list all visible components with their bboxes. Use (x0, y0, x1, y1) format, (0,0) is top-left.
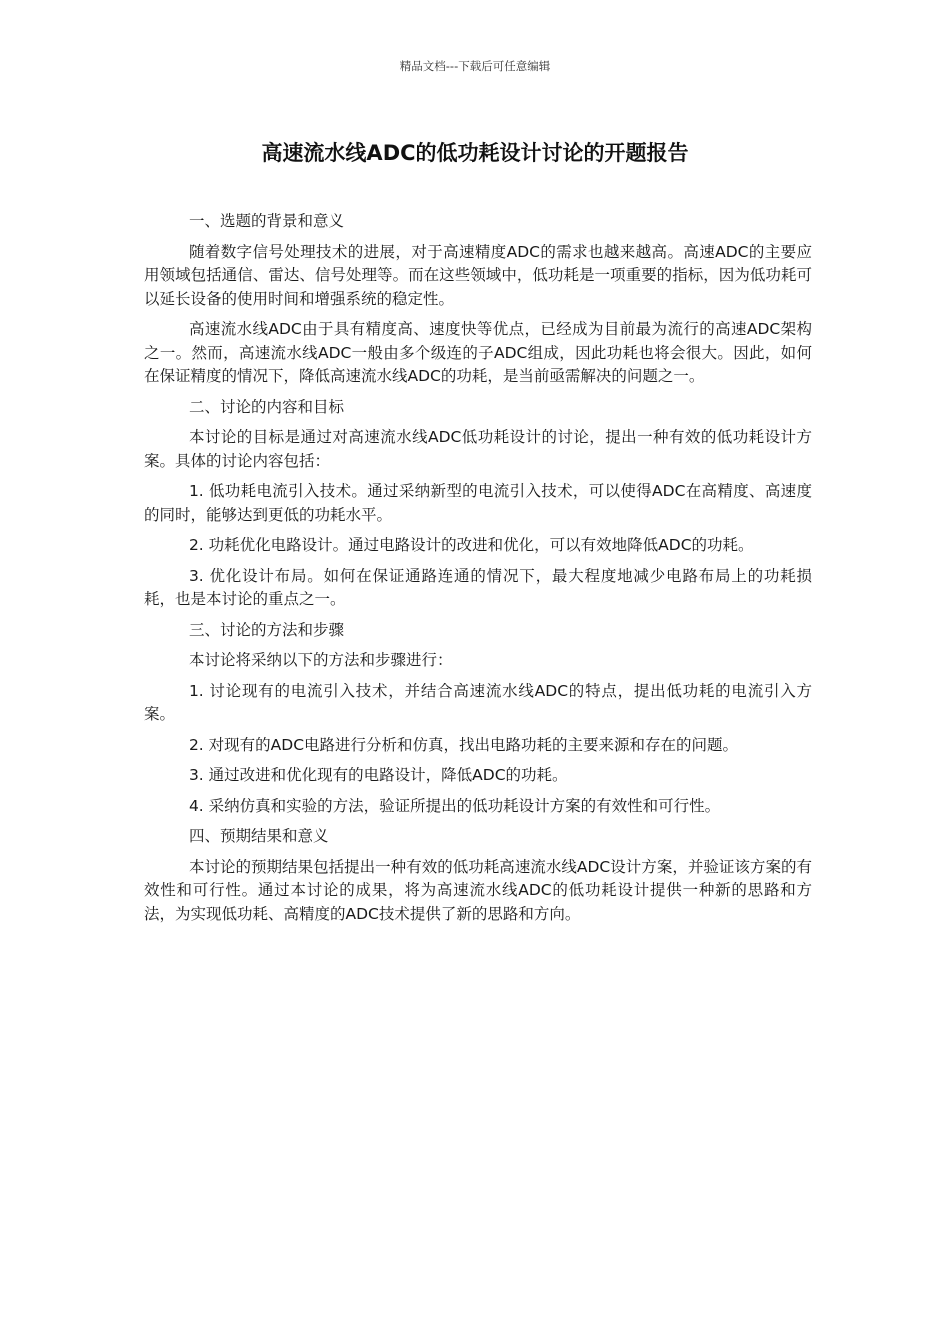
section-heading-results: 四、预期结果和意义 (188, 827, 329, 845)
document-body (144, 210, 812, 933)
paragraph-background-1: 随着数字信号处理技术的进展，对于高速精度ADC的需求也越来越高。高速ADC的主要应用领域包括通信、雷达、信号处理等。而在这些领域中，低功耗是一项重要的指标，因为低功耗可以延长设备的使用时间和增强系统的稳定性。 (144, 242, 812, 308)
section-heading-methods: 三、讨论的方法和步骤 (188, 620, 344, 639)
section-heading-background: 一、选题的背景和意义 (188, 212, 344, 230)
paragraph-goals-intro: 本讨论的目标是通过对高速流水线ADC低功耗设计的讨论，提出一种有效的低功耗设计方案。具体的讨论内容包括： (144, 428, 812, 470)
list-item-content-3: 3. 优化设计布局。如何在保证通路连通的情况下，最大程度地减少电路布局上的功耗损耗，也是本讨论的重点之一。 (144, 566, 812, 608)
paragraph-background-2: 高速流水线ADC由于具有精度高、速度快等优点，已经成为目前最为流行的高速ADC架构之一。然而，高速流水线ADC一般由多个级连的子ADC组成，因此功耗也将会很大。因此，如何在保证精度的情况下，降低高速流水线ADC的功耗，是当前亟需解决的问题之一。 (144, 320, 812, 385)
page-header-note: 精品文档---下载后可任意编辑 (399, 59, 551, 73)
list-item-content-1: 1. 低功耗电流引入技术。通过采纳新型的电流引入技术，可以使得ADC在高精度、高速度的同时，能够达到更低的功耗水平。 (144, 482, 812, 524)
paragraph-methods-intro: 本讨论将采纳以下的方法和步骤进行： (188, 651, 453, 669)
list-item-content-2: 2. 功耗优化电路设计。通过电路设计的改进和优化，可以有效地降低ADC的功耗。 (188, 536, 754, 554)
list-item-method-2: 2. 对现有的ADC电路进行分析和仿真，找出电路功耗的主要来源和存在的问题。 (188, 735, 739, 754)
document-title: 高速流水线ADC的低功耗设计讨论的开题报告 (261, 141, 689, 165)
paragraph-results: 本讨论的预期结果包括提出一种有效的低功耗高速流水线ADC设计方案，并验证该方案的有效性和可行性。通过本讨论的成果，将为高速流水线ADC的低功耗设计提供一种新的思路和方法，为实现低功耗、高精度的ADC技术提供了新的思路和方向。 (144, 857, 812, 923)
list-item-method-3: 3. 通过改进和优化现有的电路设计，降低ADC的功耗。 (188, 766, 568, 784)
section-heading-content-goals: 二、讨论的内容和目标 (188, 397, 344, 416)
list-item-method-4: 4. 采纳仿真和实验的方法，验证所提出的低功耗设计方案的有效性和可行性。 (188, 796, 721, 815)
list-item-method-1: 1. 讨论现有的电流引入技术，并结合高速流水线ADC的特点，提出低功耗的电流引入方案。 (144, 681, 812, 723)
